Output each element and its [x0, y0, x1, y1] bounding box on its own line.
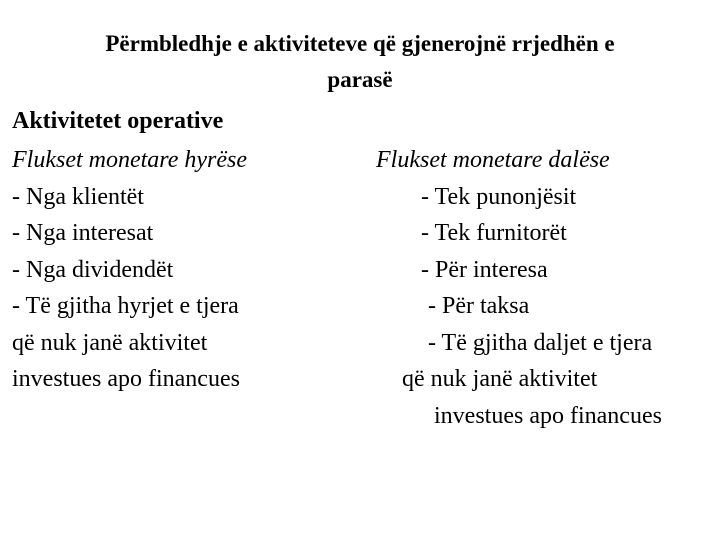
outflow-item: - Për interesa: [421, 256, 548, 283]
outflows-column: [376, 142, 662, 434]
title-line-1: Përmbledhje e aktiviteteve që gjenerojnë rrjedhën e: [105, 31, 615, 56]
outflows-heading: Flukset monetare dalëse: [376, 147, 610, 173]
inflow-item: që nuk janë aktivitet: [12, 329, 208, 356]
slide-title: [0, 26, 720, 98]
outflow-item: - Tek punonjësit: [421, 183, 577, 210]
inflows-column: [12, 142, 247, 398]
inflow-item: - Të gjitha hyrjet e tjera: [12, 293, 239, 319]
outflow-item: investues apo financues: [434, 402, 662, 429]
inflow-item: - Nga klientët: [12, 183, 144, 210]
outflow-item: që nuk janë aktivitet: [402, 366, 598, 392]
outflow-item: - Të gjitha daljet e tjera: [428, 329, 653, 356]
outflow-item: - Tek furnitorët: [421, 220, 567, 246]
inflow-item: - Nga dividendët: [12, 256, 174, 283]
inflows-heading: Flukset monetare hyrëse: [12, 147, 248, 173]
outflow-item: - Për taksa: [428, 293, 530, 319]
section-heading: Aktivitetet operative: [12, 108, 224, 134]
title-line-2: parasë: [327, 67, 393, 92]
inflow-item: - Nga interesat: [12, 220, 154, 246]
inflow-item: investues apo financues: [12, 366, 240, 392]
